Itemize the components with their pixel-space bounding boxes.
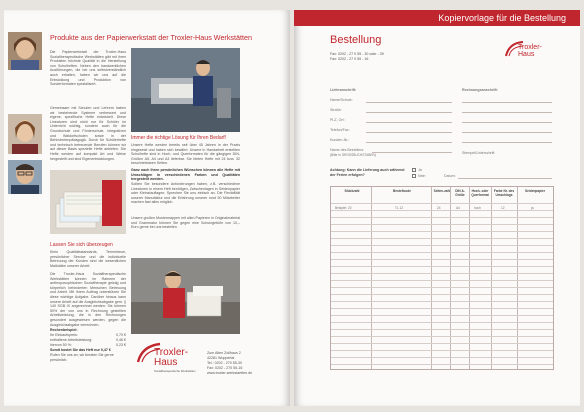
left-col2-c: Sollten Sie besondere Anforderungen haben, z.B. verschiedene Lineaturen in einem Heft benötigen, Zwischenlagen in Seidenpapier oder Kleinstauflagen: Sprechen Sie uns einfach an. Die Flexibilität unserer Manufaktur und die Erfahrung unserer rund 50 Mitarbeiter machen fast alles möglich. bbox=[131, 182, 240, 205]
billing-input-line[interactable] bbox=[462, 142, 552, 143]
table-row[interactable] bbox=[331, 301, 553, 302]
table-row[interactable] bbox=[331, 245, 553, 246]
billing-input-line[interactable] bbox=[462, 132, 552, 133]
troxler-logo-sub-left: Sozialtherapeutische Werkstätten bbox=[154, 369, 196, 373]
calc-title: Rechenbeispiel: bbox=[50, 328, 78, 332]
example-cell: 12 bbox=[501, 206, 505, 210]
caption-right-solution: Immer die richtige Lösung für Ihren Bedarf! bbox=[131, 135, 227, 141]
billing-heading: Rechnungsanschrift: bbox=[462, 88, 498, 92]
col-divider bbox=[371, 187, 372, 369]
table-row[interactable] bbox=[331, 336, 553, 337]
no-label: Nein bbox=[418, 174, 426, 178]
field-label: Kunden-Nr.: bbox=[330, 138, 350, 142]
field-label: Name des Bestellers: bbox=[330, 148, 365, 152]
example-cell: A4 bbox=[456, 206, 460, 210]
example-cell: Beispiel: 20 bbox=[335, 206, 352, 210]
field-input-line[interactable] bbox=[372, 152, 452, 153]
photo-workshop-worker bbox=[131, 258, 240, 334]
table-row[interactable] bbox=[331, 280, 553, 281]
stamp-label: Stempel/Unterschrift bbox=[462, 151, 495, 155]
col-divider bbox=[469, 187, 470, 369]
table-row[interactable] bbox=[331, 210, 553, 211]
field-input-line[interactable] bbox=[366, 112, 452, 113]
table-row[interactable] bbox=[331, 252, 553, 253]
order-title: Bestellung bbox=[330, 34, 382, 46]
left-para2: Gemeinsam mit Schulen und Lehrern haben wir bestehende Systeme verbessert und eigene, spezifische Hefte entwickelt. Diese Lineaturen sind nicht nur für Schüler im Unterricht wichtig, sondern auch für die Grundschule und Förderschule, integrativen und Waldorfschulen sowie in der Behindertenpädagogik. Durch für Schülerhefte und technisch betreuende Berufen können wir auf dieser Basis spezielle Hefte anbieten. Die Hefte werden auf kompakt Art und Weise hergestellt und sind Eigenentwicklungen. bbox=[50, 106, 126, 161]
left-intro: Die Papierwerkstatt der Troxler-Haus Sozialtherapeutische Werkstätten gibt mit ihren Produkten höchste Qualität in die Herstellung von Schulheften. Neben den handwerklichen Ausführungen, die bei uns selbstverständlich auch erhalten, haben wir uns auf die Entwicklung und Produktion von Sonderformaten spezialisiert. bbox=[50, 50, 126, 87]
table-row[interactable] bbox=[331, 203, 553, 204]
col-header-code: Bestellcode bbox=[393, 189, 411, 193]
delivery-heading: Lieferanschrift: bbox=[330, 88, 357, 92]
table-row[interactable] bbox=[331, 238, 553, 239]
table-row[interactable] bbox=[331, 231, 553, 232]
field-hint: (Bitte in GROSSBUCHSTABEN) bbox=[330, 153, 376, 157]
table-row[interactable] bbox=[331, 224, 553, 225]
col-header-cover: Farbe Nr. des Umschlags bbox=[493, 189, 515, 197]
caption-convince: Lassen Sie sich überzeugen bbox=[50, 242, 113, 248]
left-col1-c: Die Troxler-Haus Sozialtherapeutische Werkstätten können im Rahmen der anthroposophischen Sozialtherapie geistig und körperlich behinderten Menschen Betreuung und Arbeit. Mit Ihrem Auftrag unterstützen Sie diese wichtige Aufgabe. Darüber hinaus kann unsere Arbeit auf die Ausgleichsabgabe gem. § 140 SGB IX angerechnet werden: Sie können 50% der von uns in Rechnung gestellten Arbeitsleistung, die in den Rechnungen gesondert ausgewiesen werden, gegen die Ausgleichsabgabe verrechnen. bbox=[50, 272, 126, 327]
field-input-line[interactable] bbox=[366, 132, 452, 133]
brochure-spread bbox=[4, 10, 580, 406]
photo-woman-mid-left bbox=[8, 114, 42, 154]
example-cell: ja bbox=[531, 206, 534, 210]
field-input-line[interactable] bbox=[366, 102, 452, 103]
field-input-line[interactable] bbox=[366, 142, 452, 143]
yes-checkbox[interactable] bbox=[412, 168, 416, 172]
billing-input-line[interactable] bbox=[462, 112, 552, 113]
fax-line-2: Fax: 0202 - 27 0 55 - 16 bbox=[330, 57, 369, 61]
table-row[interactable] bbox=[331, 273, 553, 274]
table-row[interactable] bbox=[331, 259, 553, 260]
field-label: PLZ, Ort: bbox=[330, 118, 345, 122]
calc-value: 0,46 € bbox=[116, 338, 126, 342]
col-divider bbox=[491, 187, 492, 369]
address-line: Fax: 0202 - 270 55-16 bbox=[207, 366, 243, 370]
left-page bbox=[4, 10, 290, 406]
example-cell: TL 12 bbox=[395, 206, 404, 210]
table-row[interactable] bbox=[331, 266, 553, 267]
table-row[interactable] bbox=[331, 217, 553, 218]
calc-value: 0,23 € bbox=[116, 343, 126, 347]
left-col2-a: Unsere Hefte werden bereits seit über 45 Jahren in der Praxis eingesetzt und haben sich bewährt. Unsere in Handarbeit erstellten Schulhefte sind in Hoch- und Querformaten für die gängigen DIN-Größen A5, A4 und A3 lieferbar. Sie bieten Hefte mit 24 bzw. 32 beschriebbaren Seiten. bbox=[131, 143, 240, 166]
banner-text: Kopiervorlage für die Bestellung bbox=[438, 13, 566, 23]
troxler-logo-text-right-1: Troxler- bbox=[518, 44, 542, 51]
calc-note: Rufen Sie uns an, wir beraten Sie gerne persönlich. bbox=[50, 353, 114, 362]
table-row[interactable] bbox=[331, 315, 553, 316]
col-header-quantity: Stückzahl bbox=[344, 189, 360, 193]
billing-input-line[interactable] bbox=[462, 102, 552, 103]
field-input-line[interactable] bbox=[366, 122, 452, 123]
table-row[interactable] bbox=[331, 329, 553, 330]
date-input-line[interactable] bbox=[458, 178, 552, 179]
table-row[interactable] bbox=[331, 308, 553, 309]
col-header-din: DIN A-Größe bbox=[455, 189, 465, 197]
col-header-format: Hoch- oder Querformat bbox=[471, 189, 489, 197]
col-divider bbox=[431, 187, 432, 369]
table-row[interactable] bbox=[331, 322, 553, 323]
troxler-logo-text-left-1: Troxler- bbox=[154, 347, 189, 358]
photo-woman-top-left bbox=[8, 32, 42, 70]
calc-label: Ihr Einkaufspreis: bbox=[50, 333, 78, 337]
order-banner bbox=[294, 10, 580, 26]
calc-total: Somit kostet Sie das Heft nur 0,47 € bbox=[50, 348, 111, 352]
field-label: Straße: bbox=[330, 108, 342, 112]
left-heading: Produkte aus der Papierwerkstatt der Troxler-Haus Werkstätten bbox=[50, 33, 253, 42]
yes-label: Ja bbox=[418, 168, 422, 172]
calc-value: 0,70 € bbox=[116, 333, 126, 337]
table-row[interactable] bbox=[331, 364, 553, 365]
photo-notebooks-stack bbox=[50, 170, 126, 234]
order-table bbox=[330, 186, 554, 370]
billing-input-line[interactable] bbox=[462, 122, 552, 123]
address-line: www.troxler-werkstaetten.de bbox=[207, 371, 253, 375]
example-cell: 24 bbox=[437, 206, 441, 210]
table-row[interactable] bbox=[331, 350, 553, 351]
col-header-pages: Seiten-zahl bbox=[433, 189, 451, 193]
example-cell: hoch bbox=[474, 206, 481, 210]
troxler-logo-text-left-2: Haus bbox=[154, 357, 178, 368]
photo-paper-press bbox=[131, 48, 240, 132]
holiday-notice: Achtung: Kann die Lieferung auch während der Ferien erfolgen? bbox=[330, 168, 405, 177]
address-line: 42281 Wuppertal bbox=[207, 356, 235, 360]
table-row[interactable] bbox=[331, 294, 553, 295]
calc-label: hiervon 50 %: bbox=[50, 343, 72, 347]
left-col2-d: Unsere großen Mustermappen mit allen Papieren in Originalmaterial und Grammatur können Sie gegen eine Schutzgebühr von 10,– Euro gerne bei uns bestellen. bbox=[131, 216, 240, 230]
calc-label: enthaltene Arbeitsleistung: bbox=[50, 338, 93, 342]
no-checkbox[interactable] bbox=[412, 174, 416, 178]
col-header-tissue: Seidenpapier bbox=[524, 189, 546, 193]
table-row[interactable] bbox=[331, 357, 553, 358]
field-label: Telefon/Fax: bbox=[330, 128, 350, 132]
table-row[interactable] bbox=[331, 343, 553, 344]
date-label: Datum: bbox=[444, 174, 456, 178]
left-col2-b: Ganz nach Ihren persönlichen Wünschen können alle Hefte mit Umschlägen in verschiedenen Farben und Qualitäten hergestellt werden. bbox=[131, 168, 240, 182]
col-divider bbox=[450, 187, 451, 369]
right-page bbox=[294, 10, 580, 406]
photo-man-glasses-left bbox=[8, 160, 42, 194]
col-divider bbox=[517, 187, 518, 369]
troxler-logo-text-right-2: Haus bbox=[518, 51, 535, 58]
address-line: Tel.: 0202 - 270 55-30 bbox=[207, 361, 242, 365]
table-row[interactable] bbox=[331, 287, 553, 288]
address-line: Zum Alten Zollhaus 2 bbox=[207, 351, 241, 355]
fax-line-1: Fax: 0202 - 27 0 55 - 30 oder - 39 bbox=[330, 52, 384, 56]
left-col1-b: Klein Qualitätsstandards, Termintreue, persönlicher Service und die individuelle Betreuung der Kunden sind die wesentlichen Maßstäbe unserer Arbeit. bbox=[50, 250, 126, 268]
field-label: Name/Schule: bbox=[330, 98, 353, 102]
